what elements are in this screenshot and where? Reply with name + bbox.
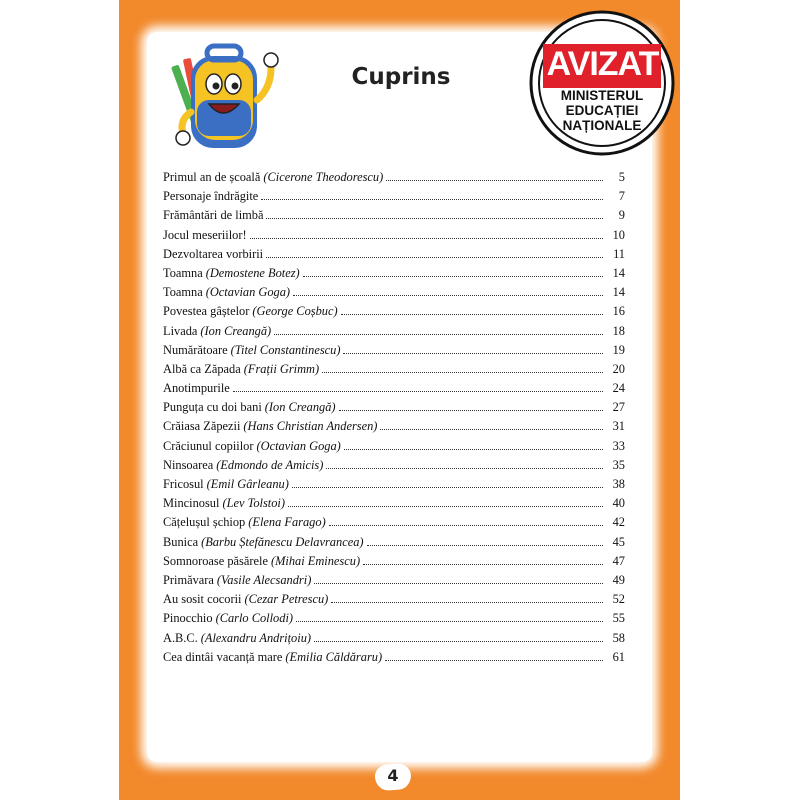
seal-line: NAȚIONALE (562, 118, 642, 133)
toc-page-number: 52 (612, 592, 625, 607)
toc-title: Toamna (163, 265, 203, 280)
toc-page-number: 19 (612, 342, 625, 357)
dot-leader (274, 334, 603, 335)
toc-entry[interactable] (163, 496, 625, 515)
seal-top-text: AVIZAT (546, 45, 659, 83)
toc-title: Ninsoarea (163, 457, 214, 472)
toc-page-number: 14 (612, 265, 625, 280)
toc-title: Somnoroase păsărele (163, 553, 268, 568)
toc-title: Au sosit cocorii (163, 592, 242, 607)
dot-leader (329, 525, 603, 526)
toc-author: (Cicerone Theodorescu) (263, 170, 384, 184)
toc-entry[interactable] (163, 439, 625, 458)
toc-title: Crăiasa Zăpezii (163, 419, 241, 434)
toc-title: Mincinosul (163, 496, 220, 511)
toc-page-number: 47 (612, 553, 625, 568)
toc-entry[interactable] (163, 381, 625, 400)
toc-title: Povestea gâștelor (163, 304, 250, 319)
toc-title: Livada (163, 323, 198, 338)
toc-author: (Octavian Goga) (205, 285, 291, 300)
toc-entry[interactable] (163, 285, 625, 304)
dot-leader (380, 429, 603, 430)
dot-leader (322, 372, 603, 373)
dot-leader (303, 276, 603, 277)
toc-page-number: 7 (618, 189, 625, 204)
toc-page-number: 24 (612, 381, 625, 396)
toc-page-number: 9 (618, 208, 625, 223)
toc-page-number: 38 (612, 477, 625, 491)
dot-leader (331, 602, 603, 603)
toc-page-number: 45 (612, 534, 625, 549)
toc-author: (Lev Tolstoi) (222, 496, 285, 511)
backpack-mascot-icon (159, 38, 289, 158)
toc-entry[interactable] (163, 228, 625, 247)
toc-entry[interactable] (163, 535, 625, 554)
toc-entry[interactable] (163, 362, 625, 381)
toc-title: Toamna (163, 285, 203, 300)
toc-entry[interactable] (163, 573, 625, 592)
toc-title: Primăvara (163, 572, 214, 587)
toc-page-number: 40 (612, 496, 625, 511)
toc-entry[interactable] (163, 477, 625, 496)
toc-page-number: 20 (612, 361, 625, 376)
toc-page-number: 5 (618, 170, 625, 184)
dot-leader (261, 199, 603, 200)
dot-leader (339, 410, 603, 411)
dot-leader (385, 660, 603, 661)
toc-entry[interactable] (163, 458, 625, 477)
toc-entry[interactable] (163, 400, 625, 419)
toc-title: Punguța cu doi bani (163, 400, 262, 415)
book-page (119, 0, 680, 800)
toc-title: Pinocchio (163, 611, 213, 626)
toc-page-number: 16 (612, 304, 625, 319)
toc-title: Personaje îndrăgite (163, 189, 259, 204)
dot-leader (326, 468, 603, 469)
dot-leader (344, 449, 603, 450)
dot-leader (233, 391, 603, 392)
toc-title: Jocul meseriilor! (163, 227, 247, 242)
toc-page-number: 11 (613, 246, 625, 261)
toc-page-number: 18 (612, 323, 625, 338)
toc-page-number: 58 (612, 630, 625, 645)
toc-title: Bunica (163, 534, 199, 549)
dot-leader (292, 487, 603, 488)
toc-entry[interactable] (163, 515, 625, 534)
toc-author: (Elena Farago) (248, 515, 326, 530)
toc-author: (Hans Christian Andersen) (243, 419, 378, 434)
toc-title: A.B.C. (163, 630, 198, 645)
dot-leader (314, 641, 603, 642)
toc-page-number: 27 (612, 400, 625, 415)
dot-leader (288, 506, 603, 507)
toc-entry[interactable] (163, 419, 625, 438)
dot-leader (363, 564, 603, 565)
toc-entry[interactable] (163, 324, 625, 343)
table-of-contents (163, 170, 625, 669)
toc-title: Anotimpurile (163, 381, 230, 396)
dot-leader (314, 583, 603, 584)
toc-entry[interactable] (163, 343, 625, 362)
toc-page-number: 33 (612, 438, 625, 453)
dot-leader (296, 621, 603, 622)
toc-author: (Octavian Goga) (256, 438, 341, 453)
dot-leader (293, 295, 603, 296)
toc-author: (Edmondo de Amicis) (216, 457, 324, 472)
toc-author: (Ion Creangă) (200, 323, 272, 338)
seal-line: MINISTERUL (560, 88, 644, 103)
toc-page-number: 55 (612, 611, 625, 626)
toc-author: (Alexandru Andrițoiu) (200, 630, 312, 645)
toc-title: Cățelușul șchiop (163, 515, 246, 530)
toc-page-number: 42 (612, 515, 625, 530)
page-title: Cuprins (351, 64, 451, 90)
toc-page-number: 35 (612, 457, 625, 472)
toc-page-number: 61 (612, 649, 625, 664)
toc-entry[interactable] (163, 611, 625, 630)
toc-entry[interactable] (163, 208, 625, 227)
toc-title: Dezvoltarea vorbirii (163, 246, 264, 261)
toc-entry[interactable] (163, 170, 625, 189)
toc-entry[interactable] (163, 247, 625, 266)
dot-leader (250, 238, 603, 239)
toc-author: (Demostene Botez) (205, 265, 300, 280)
toc-entry[interactable] (163, 650, 625, 669)
toc-page-number: 31 (612, 419, 625, 434)
dot-leader (343, 353, 603, 354)
toc-title: Albă ca Zăpada (163, 361, 241, 376)
toc-title: Frământări de limbă (163, 208, 264, 223)
toc-page-number: 14 (612, 285, 625, 300)
toc-author: (Carlo Collodi) (215, 611, 294, 626)
toc-title: Cea dintâi vacanță mare (163, 649, 283, 664)
seal-bottom-text (544, 88, 660, 133)
toc-author: (George Coșbuc) (252, 304, 338, 319)
toc-title: Crăciunul copiilor (163, 438, 254, 453)
toc-author: (Vasile Alecsandri) (216, 572, 312, 587)
toc-author: (Frații Grimm) (243, 361, 320, 376)
toc-page-number: 10 (612, 227, 625, 242)
toc-page-number: 49 (612, 572, 625, 587)
toc-author: (Mihai Eminescu) (270, 553, 361, 568)
toc-title: Fricosul (163, 477, 204, 491)
toc-author: (Cezar Petrescu) (244, 592, 329, 607)
toc-author: (Barbu Ștefănescu Delavrancea) (201, 534, 364, 549)
dot-leader (367, 545, 603, 546)
toc-entry[interactable] (163, 304, 625, 323)
toc-entry[interactable] (163, 189, 625, 208)
dot-leader (266, 218, 603, 219)
dot-leader (266, 257, 603, 258)
dot-leader (341, 314, 603, 315)
toc-entry[interactable] (163, 592, 625, 611)
dot-leader (386, 180, 603, 181)
page-number: 4 (387, 766, 399, 785)
seal-line: EDUCAȚIEI (565, 103, 639, 118)
toc-entry[interactable] (163, 631, 625, 650)
toc-entry[interactable] (163, 554, 625, 573)
toc-title: Primul an de școală (163, 170, 261, 184)
toc-title: Numărătoare (163, 342, 228, 357)
toc-author: (Emilia Căldăraru) (285, 649, 383, 664)
toc-author: (Titel Constantinescu) (230, 342, 341, 357)
toc-author: (Ion Creangă) (264, 400, 336, 415)
toc-entry[interactable] (163, 266, 625, 285)
toc-author: (Emil Gârleanu) (206, 477, 289, 491)
